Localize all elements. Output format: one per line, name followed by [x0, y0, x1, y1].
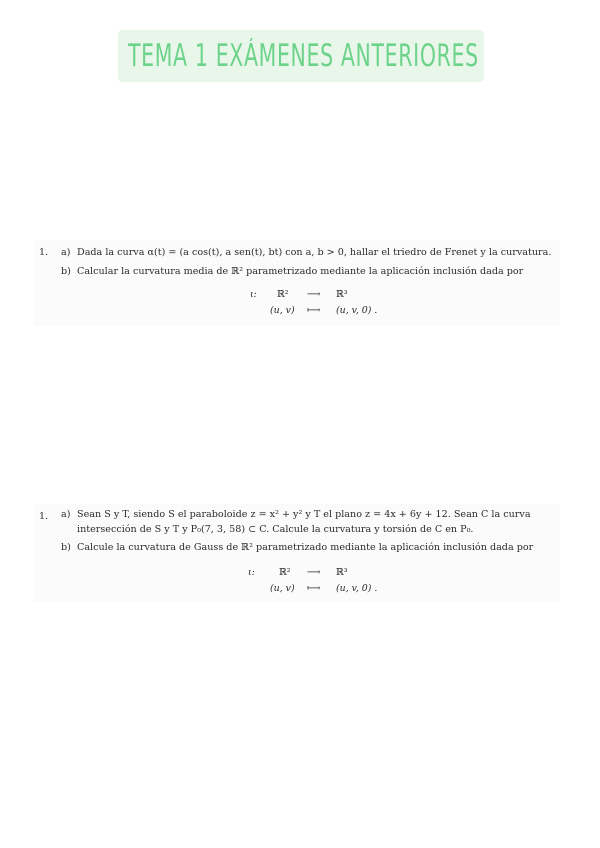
part-a-text-line-1: Sean S y T, siendo S el paraboloide z = x² + y² y T el plano z = 4x + 6y + 12. Sean C la curva [77, 509, 531, 520]
part-b-text: Calcular la curvatura media de ℝ² parametrizado mediante la aplicación inclusión dada por [77, 266, 524, 277]
page-title: TEMA 1 EXÁMENES ANTERIORES [128, 38, 479, 74]
part-a-text: Dada la curva α(t) = (a cos(t), a sen(t), bt) con a, b > 0, hallar el triedro de Frenet y la curvatura. [77, 247, 552, 258]
problem-number: 1. [39, 247, 49, 258]
part-a [61, 507, 553, 537]
map-arrow: ⟶ [307, 289, 321, 300]
problem-block [34, 504, 560, 602]
problem-block [34, 240, 560, 326]
part-b-label: b) [61, 266, 71, 277]
part-b [61, 540, 553, 555]
part-b-text: Calcule la curvatura de Gauss de ℝ² parametrizado mediante la aplicación inclusión dada por [77, 542, 534, 553]
map-name: ι: [250, 289, 257, 300]
map-name: ι: [248, 567, 255, 578]
inclusion-map [250, 288, 390, 320]
part-b [61, 264, 553, 279]
part-a-label: a) [61, 247, 71, 258]
map-image: (u, v, 0) . [336, 583, 378, 594]
map-codomain: ℝ³ [336, 289, 348, 300]
map-mapsto: ⟼ [307, 583, 321, 594]
map-variables: (u, v) [270, 583, 295, 594]
map-domain: ℝ² [279, 567, 291, 578]
map-arrow: ⟶ [307, 567, 321, 578]
part-b-label: b) [61, 542, 71, 553]
problem-number: 1. [39, 511, 49, 522]
map-variables: (u, v) [270, 305, 295, 316]
part-a-text-line-2: intersección de S y T y P₀(7, 3, 58) ⊂ C. Calcule la curvatura y torsión de C en P₀. [77, 524, 474, 535]
map-codomain: ℝ³ [336, 567, 348, 578]
part-a-label: a) [61, 509, 71, 520]
map-image: (u, v, 0) . [336, 305, 378, 316]
map-domain: ℝ² [277, 289, 289, 300]
inclusion-map [248, 566, 398, 598]
map-mapsto: ⟼ [307, 305, 321, 316]
part-a [61, 245, 553, 260]
